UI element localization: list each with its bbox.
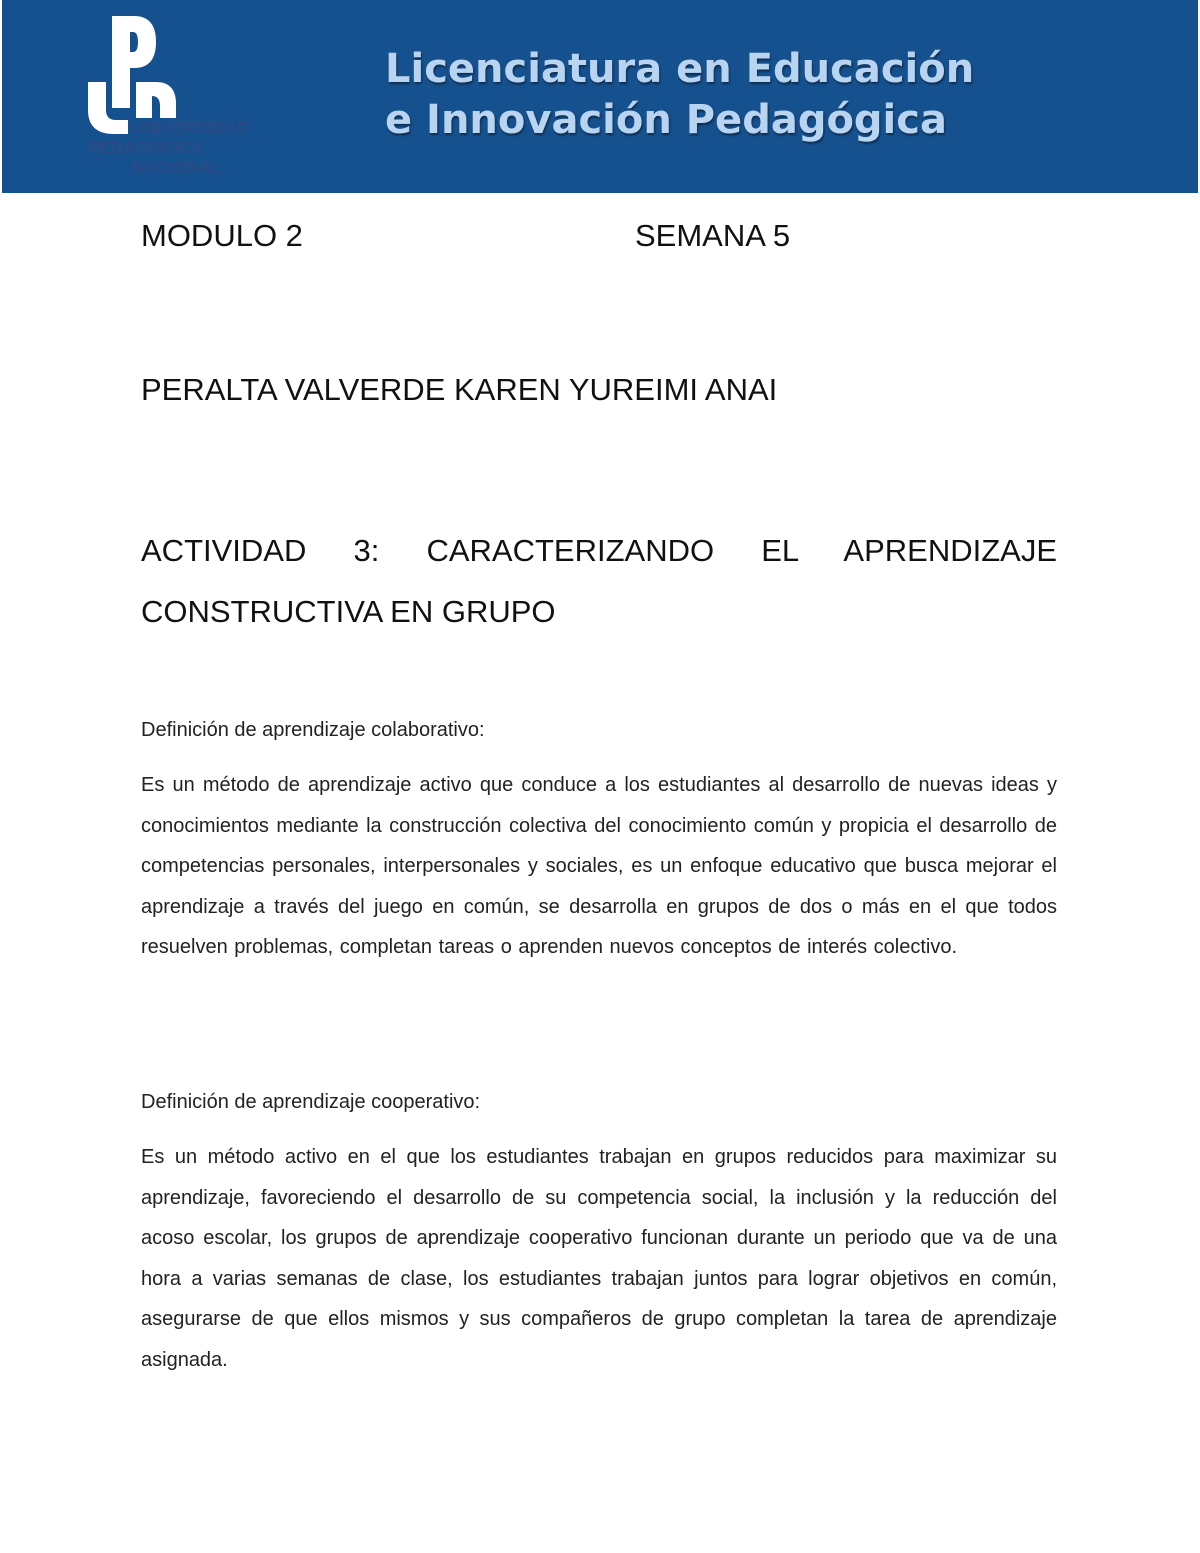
header-banner	[2, 0, 1198, 193]
week-label: SEMANA 5	[635, 218, 791, 253]
program-title-line-2: e Innovación Pedagógica	[385, 97, 947, 143]
logo-text-nacional: NACIONAL	[132, 158, 222, 177]
activity-title	[141, 520, 1057, 642]
activity-title-line-2: CONSTRUCTIVA EN GRUPO	[141, 594, 556, 629]
section-heading-cooperative: Definición de aprendizaje cooperativo:	[141, 1091, 481, 1113]
section-heading-collaborative: Definición de aprendizaje colaborativo:	[141, 719, 485, 741]
section-body-collaborative: Es un método de aprendizaje activo que conduce a los estudiantes al desarrollo de nuevas ideas y conocimientos mediante la construcción colectiva del conocimiento común y propicia el desarrollo de competencias personales, interpersonales y sociales, es un enfoque educativo que busca mejorar el aprendizaje a través del juego en común, se desarrolla en grupos de dos o más en el que todos resuelven problemas, completan tareas o aprenden nuevos conceptos de interés colectivo.	[141, 774, 1057, 958]
program-title-line-1: Licenciatura en Educación	[385, 46, 975, 92]
logo-text-pedagogica: PEDAGOGICA	[88, 138, 205, 157]
program-title	[385, 44, 974, 146]
module-label: MODULO 2	[141, 218, 303, 253]
student-name: PERALTA VALVERDE KAREN YUREIMI ANAI	[141, 372, 778, 407]
university-logo	[86, 12, 276, 182]
section-body-cooperative: Es un método activo en el que los estudiantes trabajan en grupos reducidos para maximizar su aprendizaje, favoreciendo el desarrollo de su competencia social, la inclusión y la reducción del acoso escolar, los grupos de aprendizaje cooperativo funcionan durante un periodo que va de una hora a varias semanas de clase, los estudiantes trabajan juntos para lograr objetivos en común, asegurarse de que ellos mismos y sus compañeros de grupo completan la tarea de aprendizaje asignada.	[141, 1146, 1057, 1371]
logo-text-universidad: UNIVERSIDAD	[132, 118, 250, 137]
activity-title-line-1: ACTIVIDAD 3: CARACTERIZANDO EL APRENDIZAJE	[141, 533, 1057, 568]
